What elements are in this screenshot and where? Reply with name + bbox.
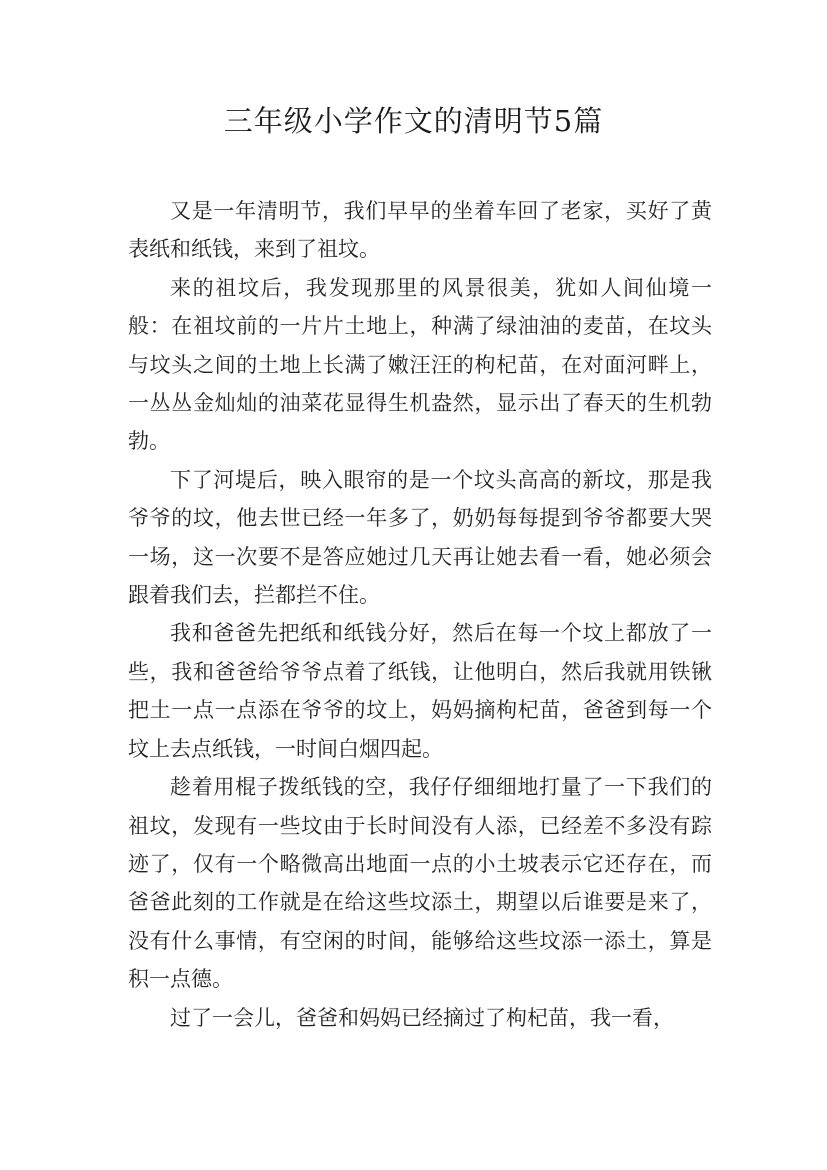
paragraph: 我和爸爸先把纸和纸钱分好，然后在每一个坟上都放了一些，我和爸爸给爷爷点着了纸钱，让他明白，然后我就用铁锹把土一点一点添在爷爷的坟上，妈妈摘枸杞苗，爸爸到每一个坟上去点纸钱，一时间白烟四起。 bbox=[128, 621, 712, 761]
document-title: 三年级小学作文的清明节5篇 bbox=[223, 104, 604, 138]
paragraph: 来的祖坟后，我发现那里的风景很美，犹如人间仙境一般：在祖坟前的一片片土地上，种满了绿油油的麦苗，在坟头与坟头之间的土地上长满了嫩汪汪的枸杞苗，在对面河畔上，一丛丛金灿灿的油菜花显得生机盎然，显示出了春天的生机勃勃。 bbox=[128, 275, 712, 454]
paragraph: 趁着用棍子拨纸钱的空，我仔仔细细地打量了一下我们的祖坟，发现有一些坟由于长时间没有人添，已经差不多没有踪迹了，仅有一个略微高出地面一点的小土坡表示它还存在，而爸爸此刻的工作就是在给这些坟添土，期望以后谁要是来了，没有什么事情，有空闲的时间，能够给这些坟添一添土，算是积一点德。 bbox=[128, 775, 712, 992]
paragraph: 又是一年清明节，我们早早的坐着车回了老家，买好了黄表纸和纸钱，来到了祖坟。 bbox=[128, 199, 712, 262]
document-body bbox=[128, 192, 712, 1037]
paragraph: 下了河堤后，映入眼帘的是一个坟头高高的新坟，那是我爷爷的坟，他去世已经一年多了，奶奶每每提到爷爷都要大哭一场，这一次要不是答应她过几天再让她去看一看，她必须会跟着我们去，拦都拦不住。 bbox=[128, 467, 712, 608]
paragraph: 过了一会儿，爸爸和妈妈已经摘过了枸杞苗，我一看， bbox=[170, 1005, 674, 1030]
